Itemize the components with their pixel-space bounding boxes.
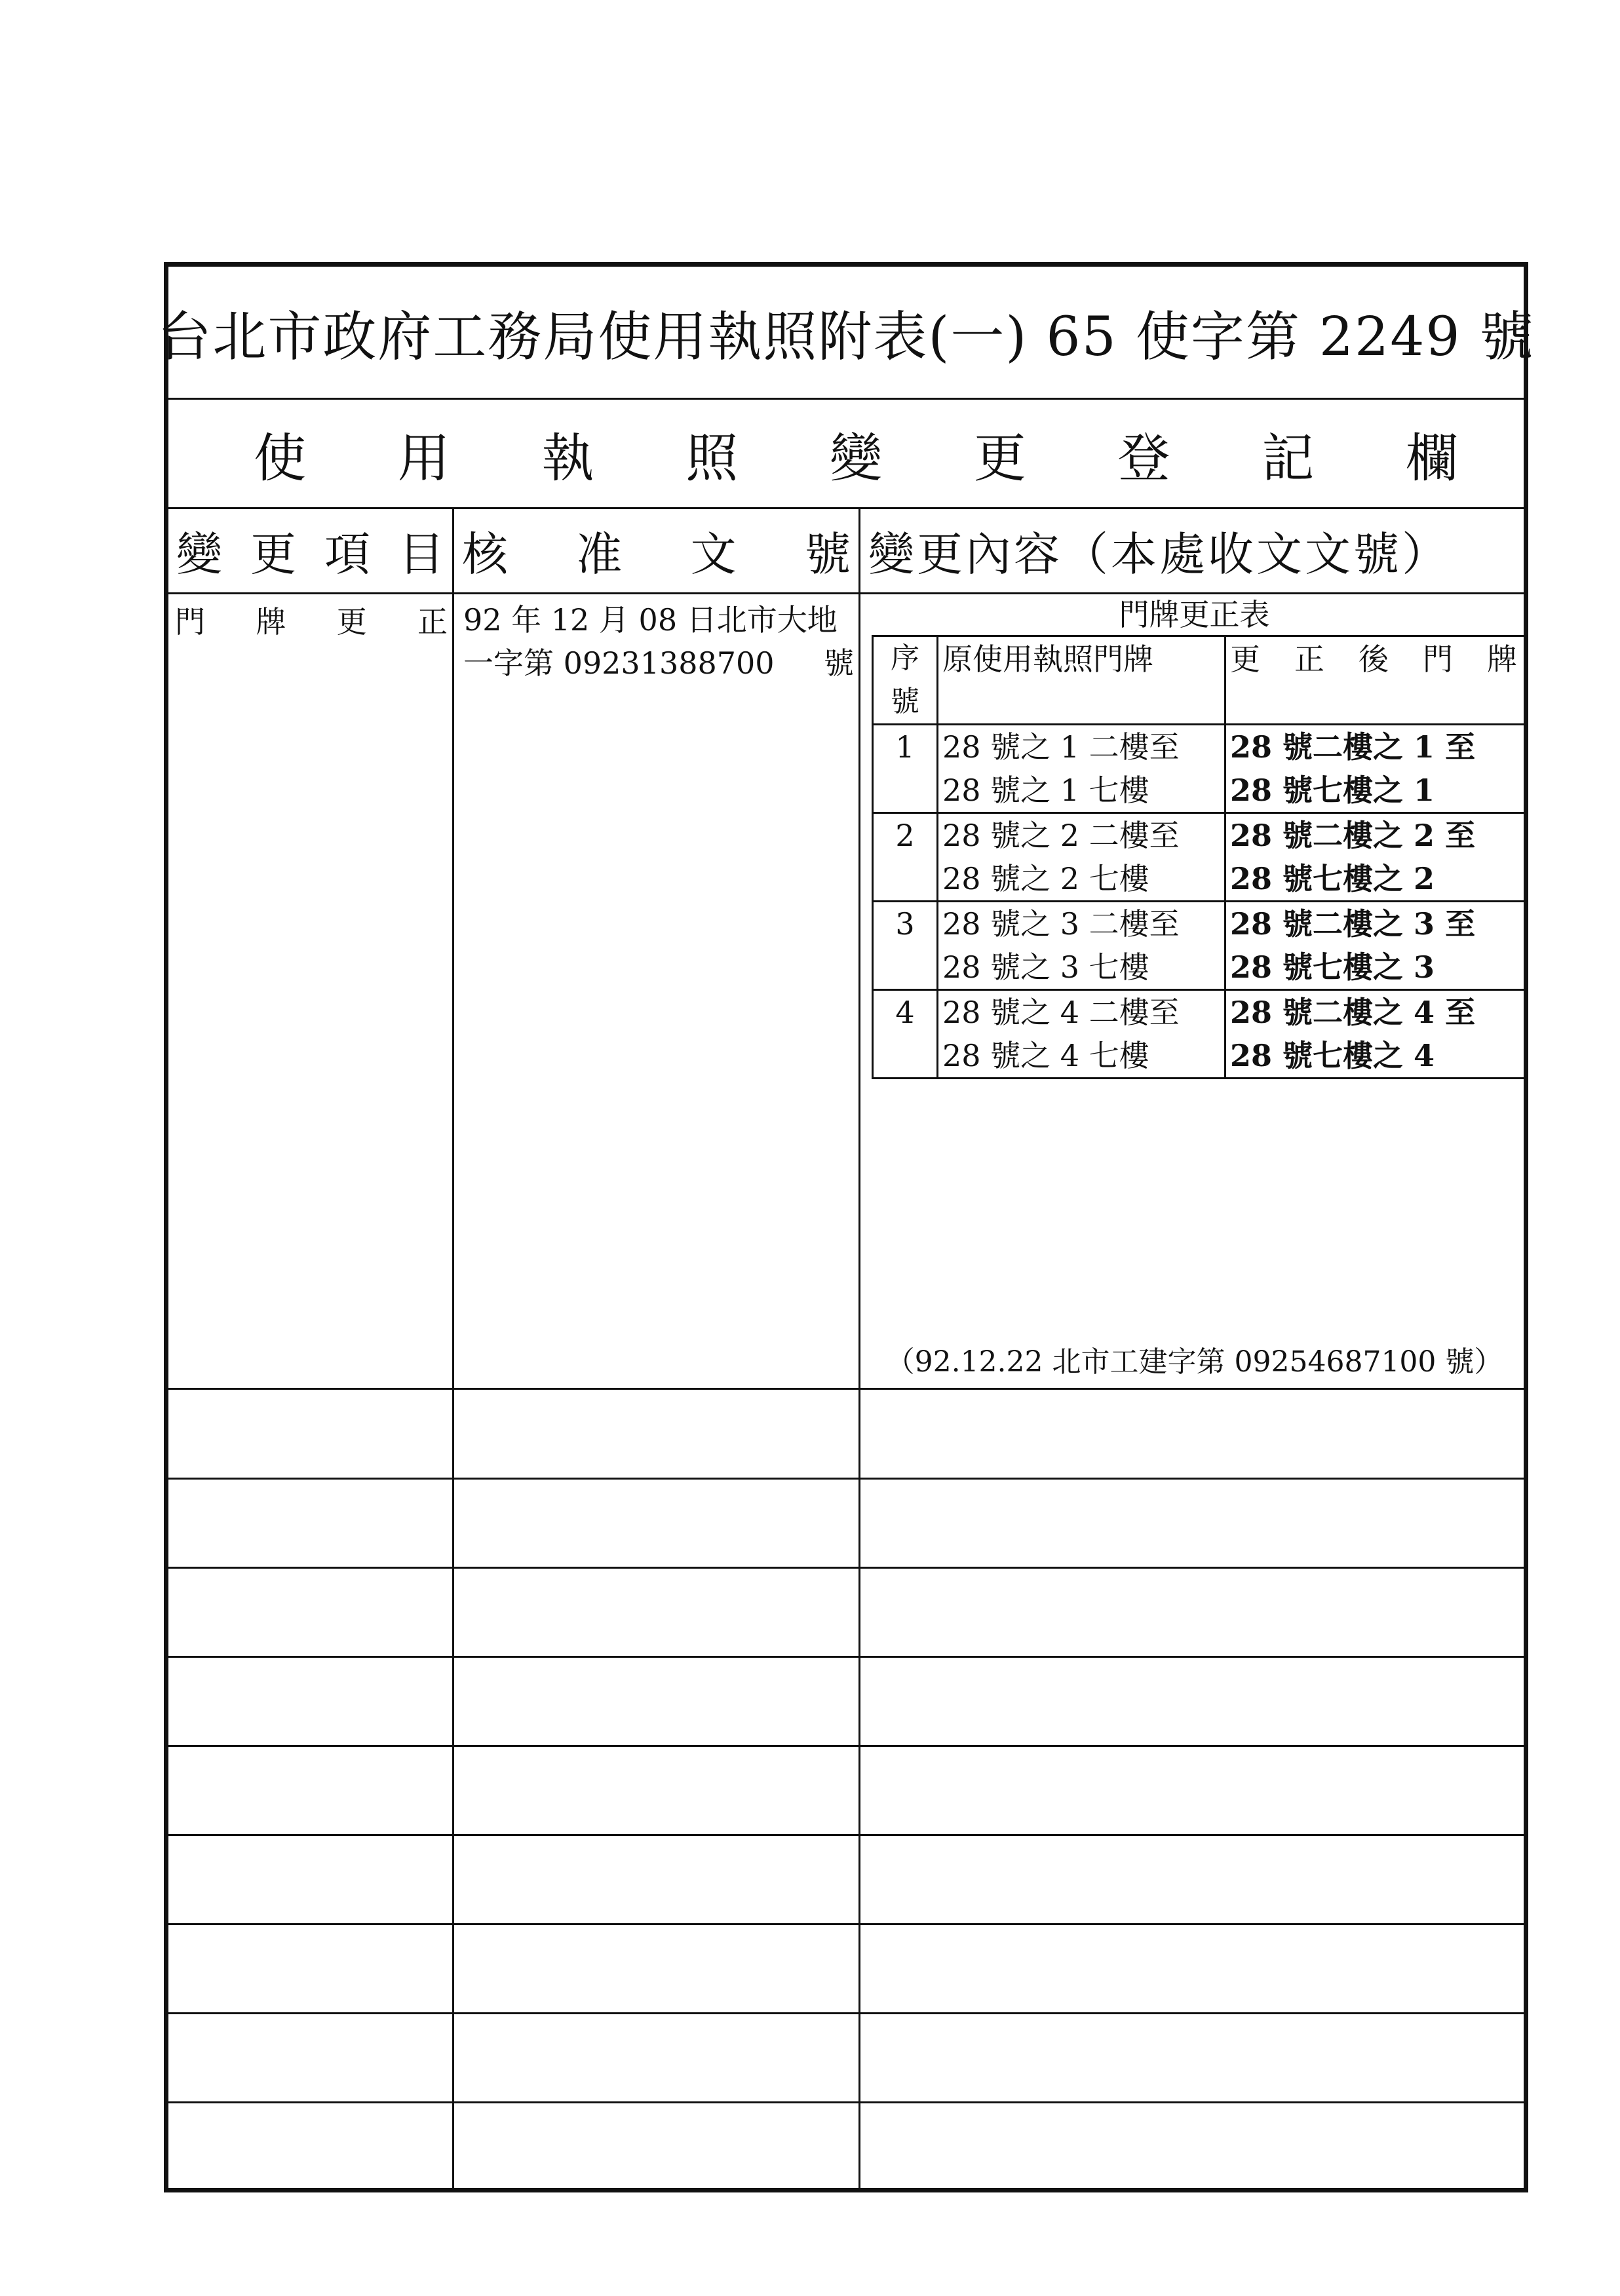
column-header-char: 號 bbox=[804, 527, 851, 581]
entry-item-char: 牌 bbox=[256, 604, 286, 640]
table-row bbox=[873, 813, 1526, 902]
table-row bbox=[873, 902, 1526, 990]
correction-table-header bbox=[873, 636, 1526, 725]
form-title-text: 台北市政府工務局使用執照附表(一) 65 使字第 2249 號 bbox=[157, 305, 1535, 368]
row-divider bbox=[168, 1656, 1524, 1658]
corrected-address-header: 更 正 後 門 牌 bbox=[1225, 636, 1526, 725]
original-address-header: 原使用執照門牌 bbox=[938, 636, 1225, 725]
original-address-cell: 28 號之 1 二樓至 28 號之 1 七樓 bbox=[938, 725, 1225, 813]
table-row bbox=[873, 990, 1526, 1079]
original-address-cell: 28 號之 4 二樓至 28 號之 4 七樓 bbox=[938, 990, 1225, 1079]
receipt-document-note: （92.12.22 北市工建字第 09254687100 號） bbox=[885, 1345, 1503, 1379]
row-divider bbox=[168, 1923, 1524, 1925]
original-address-cell: 28 號之 2 二樓至 28 號之 2 七樓 bbox=[938, 813, 1225, 902]
header-char: 變 bbox=[830, 427, 882, 489]
corrected-address-cell: 28 號二樓之 1 至 28 號七樓之 1 bbox=[1225, 725, 1526, 813]
column-header-char: 准 bbox=[576, 527, 623, 581]
header-char: 用 bbox=[397, 427, 450, 489]
approval-doc-line2 bbox=[463, 641, 854, 685]
header-char: 登 bbox=[1117, 427, 1170, 489]
entry-item-char: 更 bbox=[336, 604, 367, 640]
approval-doc-number: 一字第 09231388700 bbox=[463, 645, 775, 681]
header-char: 執 bbox=[541, 427, 594, 489]
column-header-text: 變更內容（本處收文文號） bbox=[868, 527, 1450, 581]
address-correction-table bbox=[872, 635, 1527, 1079]
entry-change-item bbox=[175, 598, 448, 641]
row-divider bbox=[168, 1745, 1524, 1747]
header-char: 使 bbox=[254, 427, 306, 489]
approval-doc-line1: 92 年 12 月 08 日北市大地 bbox=[463, 602, 838, 638]
row-divider bbox=[168, 1388, 1524, 1390]
approval-doc-suffix: 號 bbox=[824, 645, 854, 681]
row-divider bbox=[168, 1834, 1524, 1836]
column-header-approval-doc bbox=[454, 509, 860, 594]
column-divider bbox=[452, 594, 454, 2188]
header-char: 記 bbox=[1262, 427, 1315, 489]
original-address-cell: 28 號之 3 二樓至 28 號之 3 七樓 bbox=[938, 902, 1225, 990]
column-header-char: 項 bbox=[324, 527, 370, 581]
seq-cell: 4 bbox=[873, 990, 938, 1079]
row-divider bbox=[168, 2101, 1524, 2103]
column-header-char: 核 bbox=[462, 527, 508, 581]
column-header-change-content bbox=[860, 509, 1528, 594]
column-header-char: 更 bbox=[250, 527, 296, 581]
table-row bbox=[873, 725, 1526, 813]
seq-cell: 3 bbox=[873, 902, 938, 990]
row-divider bbox=[168, 1567, 1524, 1569]
row-divider bbox=[168, 2012, 1524, 2014]
corrected-address-cell: 28 號二樓之 2 至 28 號七樓之 2 bbox=[1225, 813, 1526, 902]
header-char: 更 bbox=[973, 427, 1026, 489]
license-appendix-form bbox=[157, 262, 1535, 2192]
entry-item-char: 正 bbox=[417, 604, 448, 640]
seq-cell: 1 bbox=[873, 725, 938, 813]
corrected-address-cell: 28 號二樓之 4 至 28 號七樓之 4 bbox=[1225, 990, 1526, 1079]
column-divider bbox=[858, 594, 860, 2188]
row-divider bbox=[168, 1478, 1524, 1480]
corrected-address-cell: 28 號二樓之 3 至 28 號七樓之 3 bbox=[1225, 902, 1526, 990]
entry-approval-doc bbox=[463, 598, 854, 685]
entry-item-char: 門 bbox=[175, 604, 205, 640]
address-correction-title: 門牌更正表 bbox=[1119, 597, 1270, 632]
column-header-char: 目 bbox=[398, 527, 444, 581]
column-header-char: 文 bbox=[690, 527, 737, 581]
seq-cell: 2 bbox=[873, 813, 938, 902]
column-header-char: 變 bbox=[176, 527, 222, 581]
header-char: 欄 bbox=[1406, 427, 1458, 489]
header-char: 照 bbox=[685, 427, 739, 489]
column-header-item bbox=[168, 509, 454, 594]
seq-header: 序 號 bbox=[873, 636, 938, 725]
form-title bbox=[157, 267, 1535, 400]
register-header bbox=[168, 400, 1524, 509]
